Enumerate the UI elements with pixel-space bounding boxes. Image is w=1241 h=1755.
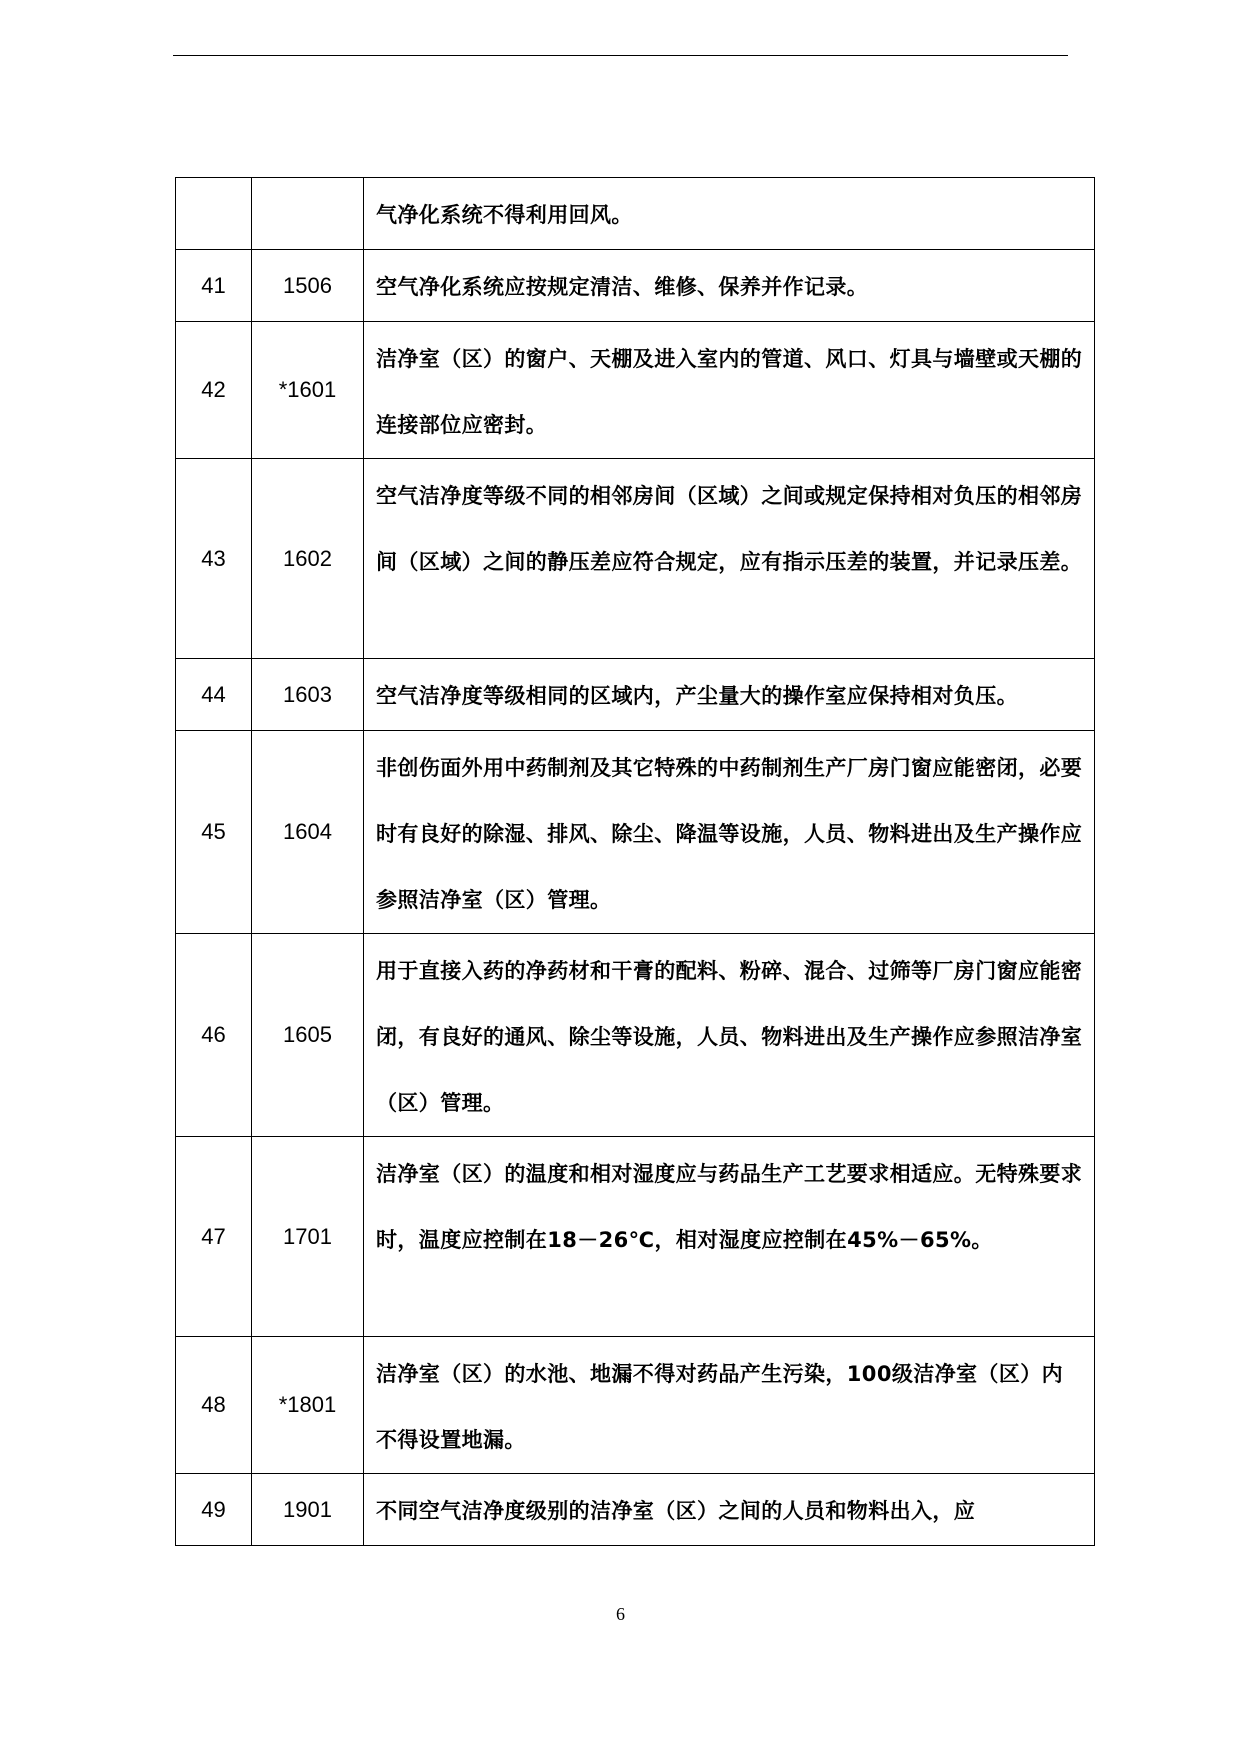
table-row [176,1337,1095,1474]
clause-code [252,178,364,250]
table-row [176,934,1095,1137]
clause-code: 1701 [252,1137,364,1337]
clause-code: *1601 [252,322,364,459]
clause-text: 洁净室（区）的水池、地漏不得对药品产生污染，100级洁净室（区）内不得设置地漏。 [364,1337,1095,1474]
row-number: 47 [176,1137,252,1337]
row-number [176,178,252,250]
clause-text: 洁净室（区）的温度和相对湿度应与药品生产工艺要求相适应。无特殊要求时，温度应控制在18－26℃，相对湿度应控制在45%－65%。 [364,1137,1095,1337]
table-row [176,659,1095,731]
clause-text: 用于直接入药的净药材和干膏的配料、粉碎、混合、过筛等厂房门窗应能密闭，有良好的通风、除尘等设施，人员、物料进出及生产操作应参照洁净室（区）管理。 [364,934,1095,1137]
row-number: 44 [176,659,252,731]
table-row [176,178,1095,250]
row-number: 43 [176,459,252,659]
clause-code: 1602 [252,459,364,659]
row-number: 41 [176,250,252,322]
clause-text: 空气净化系统应按规定清洁、维修、保养并作记录。 [364,250,1095,322]
clause-text: 非创伤面外用中药制剂及其它特殊的中药制剂生产厂房门窗应能密闭，必要时有良好的除湿、排风、除尘、降温等设施，人员、物料进出及生产操作应参照洁净室（区）管理。 [364,731,1095,934]
clause-text: 空气洁净度等级相同的区域内，产尘量大的操作室应保持相对负压。 [364,659,1095,731]
row-number: 45 [176,731,252,934]
clause-text: 洁净室（区）的窗户、天棚及进入室内的管道、风口、灯具与墙壁或天棚的连接部位应密封。 [364,322,1095,459]
row-number: 48 [176,1337,252,1474]
table-row [176,459,1095,659]
row-number: 42 [176,322,252,459]
page-number: 6 [616,1604,625,1624]
clause-text: 空气洁净度等级不同的相邻房间（区域）之间或规定保持相对负压的相邻房间（区域）之间的静压差应符合规定，应有指示压差的装置，并记录压差。 [364,459,1095,659]
clause-text: 气净化系统不得利用回风。 [364,178,1095,250]
header-rule [173,55,1068,56]
clause-code: 1603 [252,659,364,731]
table-row [176,322,1095,459]
clause-code: 1604 [252,731,364,934]
table-row [176,731,1095,934]
row-number: 49 [176,1474,252,1546]
table-row [176,250,1095,322]
table-row [176,1137,1095,1337]
row-number: 46 [176,934,252,1137]
inspection-clause-table [175,177,1095,1546]
table-row [176,1474,1095,1546]
clause-code: 1506 [252,250,364,322]
clause-code: 1901 [252,1474,364,1546]
clause-code: *1801 [252,1337,364,1474]
clause-code: 1605 [252,934,364,1137]
clause-text: 不同空气洁净度级别的洁净室（区）之间的人员和物料出入，应 [364,1474,1095,1546]
